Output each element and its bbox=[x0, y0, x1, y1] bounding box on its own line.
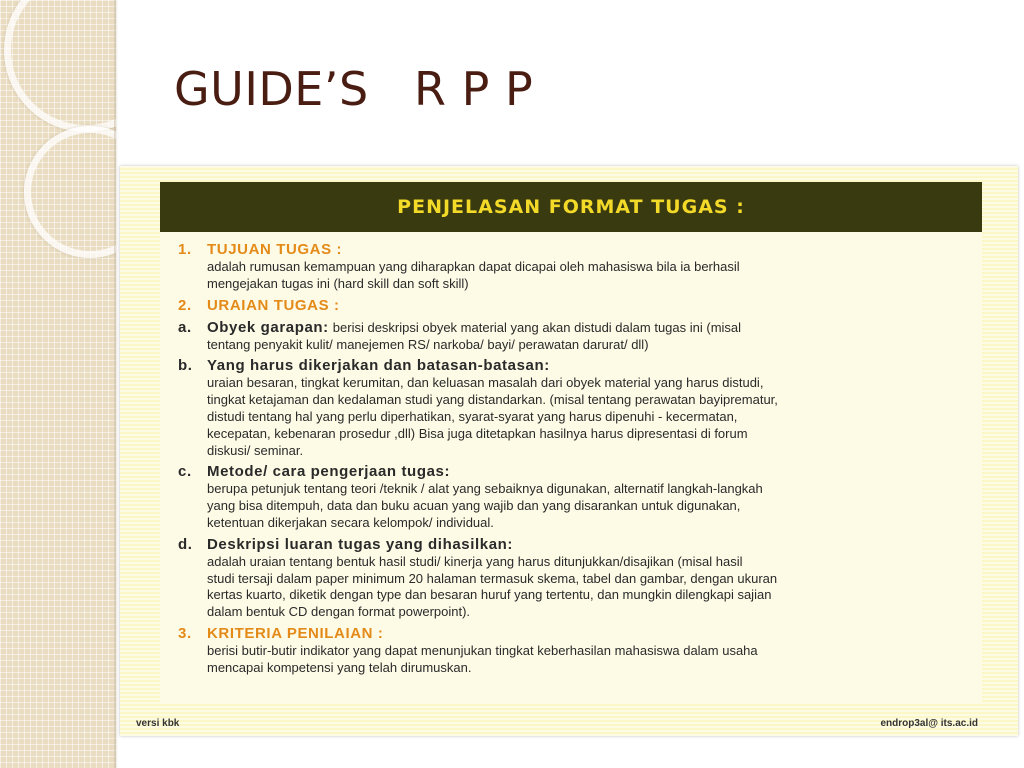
item-heading bbox=[178, 356, 982, 375]
slide-title: GUIDE’S R P P bbox=[174, 62, 534, 116]
item-number: b. bbox=[178, 357, 193, 375]
document-image bbox=[120, 166, 1018, 736]
document-header bbox=[160, 182, 982, 232]
document-panel bbox=[160, 182, 982, 704]
item-description bbox=[207, 375, 987, 459]
item-description bbox=[207, 481, 987, 531]
decorative-ring bbox=[24, 126, 116, 258]
item-heading bbox=[178, 318, 982, 337]
item-heading-text: Obyek garapan: bbox=[207, 318, 329, 336]
description-line: diskusi/ seminar. bbox=[207, 442, 304, 458]
item-number: 3. bbox=[178, 624, 192, 642]
item-heading bbox=[178, 462, 982, 481]
list-item bbox=[178, 318, 982, 354]
description-line: adalah uraian tentang bentuk hasil studi/ kinerja yang harus ditunjukkan/disajikan (misal hasil bbox=[207, 553, 743, 569]
description-line: kertas kuarto, diketik dengan type dan besaran huruf yang tertentu, dan mungkin dilengkapi sajian bbox=[207, 587, 772, 603]
item-heading bbox=[178, 296, 982, 315]
item-description bbox=[207, 554, 987, 621]
list-item bbox=[178, 462, 982, 531]
item-heading-text: Metode/ cara pengerjaan tugas: bbox=[207, 463, 451, 481]
description-line: mencapai kompetensi yang telah dirumuskan. bbox=[207, 659, 472, 675]
description-line: studi tersaji dalam paper minimum 20 halaman termasuk skema, tabel dan gambar, dengan ukuran bbox=[207, 570, 778, 586]
list-item bbox=[178, 240, 982, 293]
description-line: uraian besaran, tingkat kerumitan, dan keluasan masalah dari obyek material yang harus distudi, bbox=[207, 375, 764, 391]
description-line: berisi butir-butir indikator yang dapat menunjukan tingkat keberhasilan mahasiswa dalam usaha bbox=[207, 642, 758, 658]
description-line: kecepatan, kebenaran prosedur ,dll) Bisa juga ditetapkan hasilnya harus dipresentasi di forum bbox=[207, 425, 748, 441]
item-description bbox=[207, 337, 987, 354]
description-line: tingkat ketajaman dan kedalaman studi yang distandarkan. (misal tentang perawatan bayiprematur, bbox=[207, 392, 778, 408]
item-heading-text: KRITERIA PENILAIAN : bbox=[207, 624, 384, 642]
side-strip-shadow bbox=[114, 0, 118, 768]
list-item bbox=[178, 356, 982, 459]
list-item bbox=[178, 624, 982, 677]
description-line: tentang penyakit kulit/ manejemen RS/ narkoba/ bayi/ perawatan darurat/ dll) bbox=[207, 336, 649, 352]
item-heading-text: Deskripsi luaran tugas yang dihasilkan: bbox=[207, 535, 513, 553]
description-line: ketentuan dikerjakan secara kelompok/ individual. bbox=[207, 514, 494, 530]
description-line: dalam bentuk CD dengan format powerpoint). bbox=[207, 604, 471, 620]
footer-email: endrop3al@ its.ac.id bbox=[880, 718, 978, 729]
item-number: c. bbox=[178, 463, 192, 481]
item-heading bbox=[178, 240, 982, 259]
decorative-side-strip bbox=[0, 0, 116, 768]
item-heading bbox=[178, 624, 982, 643]
item-description bbox=[207, 643, 987, 677]
description-line: yang bisa ditempuh, data dan buku acuan yang wajib dan yang disarankan untuk digunakan, bbox=[207, 498, 741, 514]
description-line: distudi tentang hal yang perlu diperhatikan, syarat-syarat yang harus dipenuhi - kecermatan, bbox=[207, 408, 738, 424]
item-heading-text: TUJUAN TUGAS : bbox=[207, 241, 343, 258]
description-line: mengejakan tugas ini (hard skill dan soft skill) bbox=[207, 275, 469, 291]
list-item bbox=[178, 535, 982, 621]
description-line: berupa petunjuk tentang teori /teknik / alat yang sebaiknya digunakan, alternatif langkah-langkah bbox=[207, 481, 763, 497]
document-header-text: PENJELASAN FORMAT TUGAS : bbox=[397, 196, 745, 218]
item-description bbox=[207, 259, 987, 293]
item-heading-text: URAIAN TUGAS : bbox=[207, 296, 340, 314]
item-number: d. bbox=[178, 535, 193, 553]
list-item bbox=[178, 296, 982, 315]
item-number: a. bbox=[178, 318, 192, 336]
document-footer bbox=[136, 718, 978, 729]
item-inline-text: berisi deskripsi obyek material yang akan distudi dalam tugas ini (misal bbox=[332, 319, 742, 335]
document-body bbox=[160, 232, 982, 677]
item-number: 1. bbox=[178, 241, 192, 258]
item-heading bbox=[178, 535, 982, 554]
footer-version-label: versi kbk bbox=[136, 718, 180, 729]
item-heading-text: Yang harus dikerjakan dan batasan-batasan: bbox=[207, 357, 550, 375]
description-line: adalah rumusan kemampuan yang diharapkan dapat dicapai oleh mahasiswa bila ia berhasil bbox=[207, 259, 740, 274]
item-number: 2. bbox=[178, 296, 192, 314]
decorative-ring bbox=[4, 0, 116, 132]
